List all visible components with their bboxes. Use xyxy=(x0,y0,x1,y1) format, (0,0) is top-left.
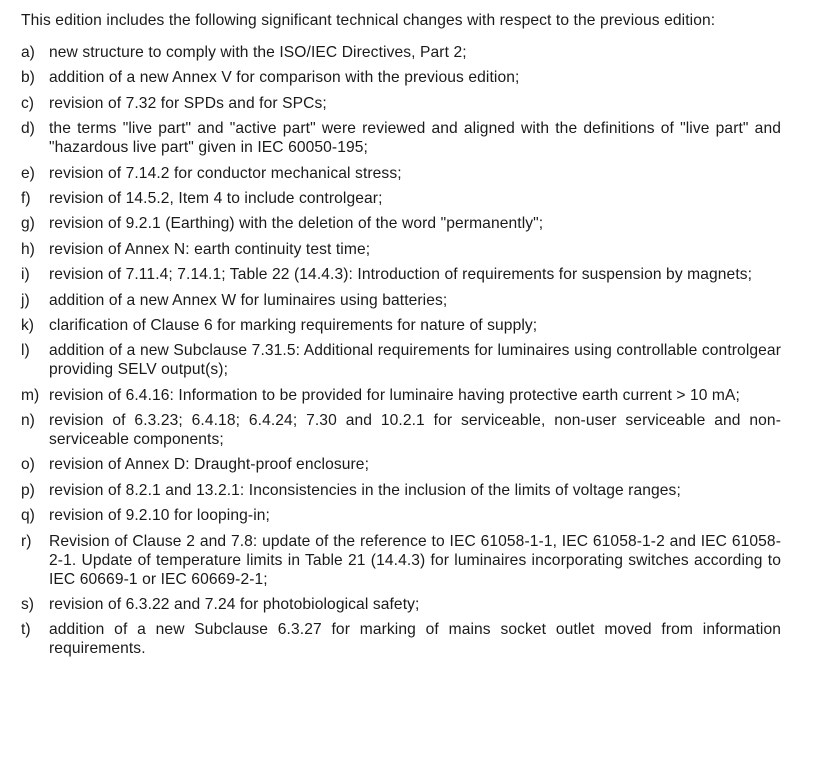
list-item xyxy=(21,265,781,284)
item-text: clarification of Clause 6 for marking requirements for nature of supply; xyxy=(49,316,538,334)
item-text: revision of 7.32 for SPDs and for SPCs; xyxy=(49,94,327,112)
item-text: addition of a new Subclause 7.31.5: Additional requirements for luminaires using controllable controlgear providing SELV output(s); xyxy=(49,342,781,379)
item-text: new structure to comply with the ISO/IEC Directives, Part 2; xyxy=(49,44,467,61)
list-item xyxy=(21,455,781,474)
item-label: e) xyxy=(21,164,35,182)
item-label: a) xyxy=(21,44,35,61)
item-text: revision of 6.4.16: Information to be provided for luminaire having protective earth current > 10 mA; xyxy=(49,386,740,404)
item-label: m) xyxy=(21,386,40,404)
item-text: revision of Annex D: Draught-proof enclosure; xyxy=(49,456,370,474)
list-item xyxy=(21,386,781,405)
item-label: p) xyxy=(21,481,35,499)
item-text: addition of a new Annex W for luminaires using batteries; xyxy=(49,291,448,309)
item-label: l) xyxy=(21,342,30,360)
changes-list xyxy=(21,43,781,658)
list-item xyxy=(21,595,781,614)
item-label: g) xyxy=(21,215,35,233)
intro-paragraph: This edition includes the following significant technical changes with respect to the previous edition: xyxy=(21,12,716,29)
item-text: addition of a new Annex V for comparison with the previous edition; xyxy=(49,69,520,87)
list-item xyxy=(21,411,781,449)
item-label: r) xyxy=(21,532,32,550)
item-text: the terms "live part" and "active part" were reviewed and aligned with the definitions of "live part" and "hazardous live part" given in IEC 60050-195; xyxy=(49,120,781,157)
item-text: addition of a new Subclause 6.3.27 for marking of mains socket outlet moved from information requirements. xyxy=(49,621,781,658)
list-item xyxy=(21,341,781,379)
list-item xyxy=(21,532,781,589)
item-text: revision of 9.2.10 for looping-in; xyxy=(49,507,270,525)
item-label: f) xyxy=(21,189,31,207)
item-text: revision of Annex N: earth continuity test time; xyxy=(49,240,371,258)
item-label: q) xyxy=(21,507,35,525)
list-item xyxy=(21,164,781,183)
item-label: t) xyxy=(21,621,31,639)
document-page xyxy=(21,11,781,665)
item-text: revision of 7.11.4; 7.14.1; Table 22 (14.4.3): Introduction of requirements for suspension by magnets; xyxy=(49,266,753,284)
list-item xyxy=(21,43,781,62)
list-item xyxy=(21,620,781,658)
list-item xyxy=(21,316,781,335)
item-label: n) xyxy=(21,412,35,430)
item-label: s) xyxy=(21,596,34,614)
list-item xyxy=(21,291,781,310)
list-item xyxy=(21,119,781,157)
item-text: revision of 8.2.1 and 13.2.1: Inconsistencies in the inclusion of the limits of voltage ranges; xyxy=(49,481,681,499)
item-label: i) xyxy=(21,266,30,284)
item-label: k) xyxy=(21,316,34,334)
list-item xyxy=(21,94,781,113)
item-text: revision of 7.14.2 for conductor mechanical stress; xyxy=(49,164,402,182)
item-label: c) xyxy=(21,94,34,112)
item-label: o) xyxy=(21,456,35,474)
list-item xyxy=(21,481,781,500)
item-text: revision of 6.3.23; 6.4.18; 6.4.24; 7.30 and 10.2.1 for serviceable, non-user serviceable and non-serviceable components; xyxy=(49,412,781,449)
list-item xyxy=(21,68,781,87)
item-text: revision of 9.2.1 (Earthing) with the deletion of the word "permanently"; xyxy=(49,215,544,233)
item-label: h) xyxy=(21,240,35,258)
list-item xyxy=(21,506,781,525)
item-text: revision of 14.5.2, Item 4 to include controlgear; xyxy=(49,189,383,207)
item-label: b) xyxy=(21,69,35,87)
item-text: Revision of Clause 2 and 7.8: update of the reference to IEC 61058-1-1, IEC 61058-1-2 and IEC 61058-2-1. Update of temperature limits in Table 21 (14.4.3) for luminaires incorporating switches according to IEC 60669-1 or IEC 60669-2-1; xyxy=(49,532,781,588)
item-text: revision of 6.3.22 and 7.24 for photobiological safety; xyxy=(49,596,420,614)
item-label: j) xyxy=(21,291,30,309)
list-item xyxy=(21,189,781,208)
list-item xyxy=(21,214,781,233)
list-item xyxy=(21,240,781,259)
item-label: d) xyxy=(21,120,35,138)
